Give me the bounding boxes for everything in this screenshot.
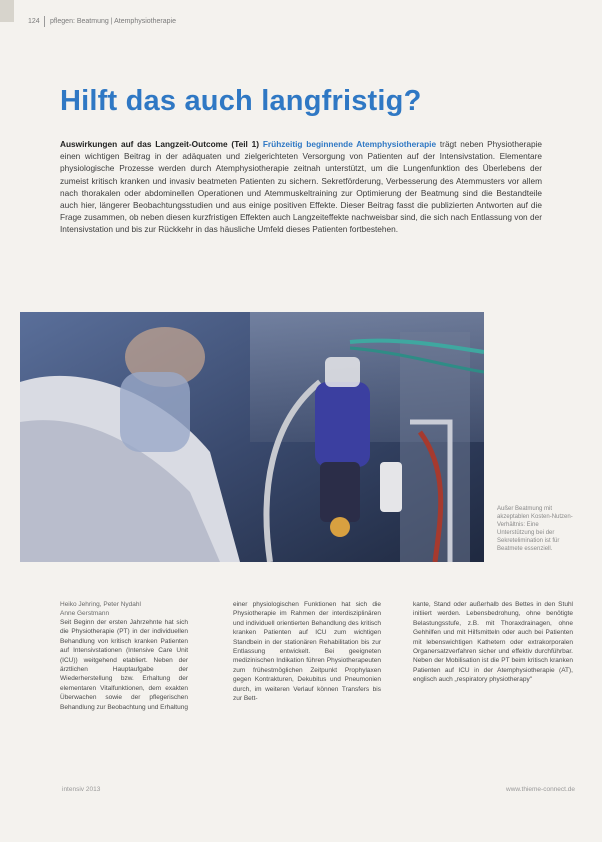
running-header	[14, 16, 574, 28]
photo-caption: Außer Beatmung mit akzeptablen Kosten-Nutzen-Verhältnis: Eine Unterstützung bei der Sekretelimination ist für Beatmete essenziell.	[497, 506, 573, 552]
page-corner-mark	[0, 0, 14, 22]
article-title: Hilft das auch langfristig?	[60, 85, 422, 117]
page-number: 124	[28, 18, 40, 25]
article-intro	[60, 138, 542, 236]
footer-journal: intensiv 2013	[62, 786, 101, 793]
body-column-1: Seit Beginn der ersten Jahrzehnte hat sich die Physiotherapie (PT) in der individuellen Behandlung von kritisch kranken Patienten auf Intensivstationen (Intensive Care Unit (ICU)) weitgehend etabliert. Neben der ärztlichen Hauptaufgabe der Wiederherstellung bzw. Erhaltung der elementaren Vitalfunktionen, dem exakten Überwachen sowie der pflegerischen Behandlung zur Beobachtung und Erhaltung	[60, 619, 188, 711]
icu-ventilation-illustration	[20, 312, 484, 562]
intro-lead: Auswirkungen auf das Langzeit-Outcome (Teil 1)	[60, 139, 260, 149]
author-line-2: Anne Gerstmann	[60, 610, 110, 617]
author-byline	[60, 600, 180, 618]
body-column-3: kante, Stand oder außerhalb des Bettes in den Stuhl initiiert werden. Lebensbedrohung, ohne benötigte Belastungsstufe, z.B. mit Thoraxdrainagen, ohne Gehhilfen und mit Hilfsmitteln oder auch bei Patienten mit lebenswichtigen Kathetern oder extrakorporalen Organersatzverfahren sicher und effektiv durchführbar. Neben der Mobilisation ist die PT beim kritisch kranken Patienten auf ICU in der Atemphysiotherapie (AT), englisch auch „respiratory physiotherapy"	[413, 601, 573, 684]
intro-body: trägt neben Physiotherapie einen wichtigen Beitrag in der adäquaten und zielgerichteten Versorgung von Patienten auf der Intensivstation. Elementare physiologische Prozesse werden durch Atemphysiotherapie zeitnah unterstützt, um die Lungenfunktion des Überlebens der zumeist kritisch kranken und invasiv beatmeten Patienten zu sichern. Sekretförderung, Verbesserung des Atemmusters vor allem nach thorakalen oder abdominellen Operationen und Atemmuskeltraining zur Optimierung der Beatmung sind die Bestandteile auch hier, längerer Beobachtungsstudien und aus einige positiven Effekte. Dieser Beitrag fasst die publizierten Antworten auf die Frage zusammen, ob neben diesen kurzfristigen Effekten auch Langzeiteffekte nachweisbar sind, die sich nach Entlassung von der Intensivstation und bis zur Rückkehr in das häusliche Umfeld dieses Patienten fortbestehen.	[60, 139, 543, 235]
author-line-1: Heiko Jehring, Peter Nydahl	[60, 601, 141, 608]
footer-website: www.thieme-connect.de	[506, 786, 576, 793]
body-column-2: einer physiologischen Funktionen hat sich die Physiotherapie im Rahmen der interdisziplinären und individuell orientierten Behandlung des kritisch kranken Patienten auf ICU zum wichtigen Standbein in der stationären Rehabilitation bis zur Entlassung entwickelt. Bei geeigneten medizinischen Indikation führen Physiotherapeuten zum frühestmöglichen Zeitpunkt Prophylaxen gegen Kontrakturen, Dekubitus und Pneumonien durch, im weiteren Verlauf können Transfers bis zur Bett-	[233, 601, 381, 703]
intro-accent: Frühzeitig beginnende Atemphysiotherapie	[262, 139, 437, 149]
article-photo	[20, 312, 484, 562]
header-divider	[44, 16, 45, 27]
section-label: pflegen: Beatmung | Atemphysiotherapie	[50, 18, 176, 25]
